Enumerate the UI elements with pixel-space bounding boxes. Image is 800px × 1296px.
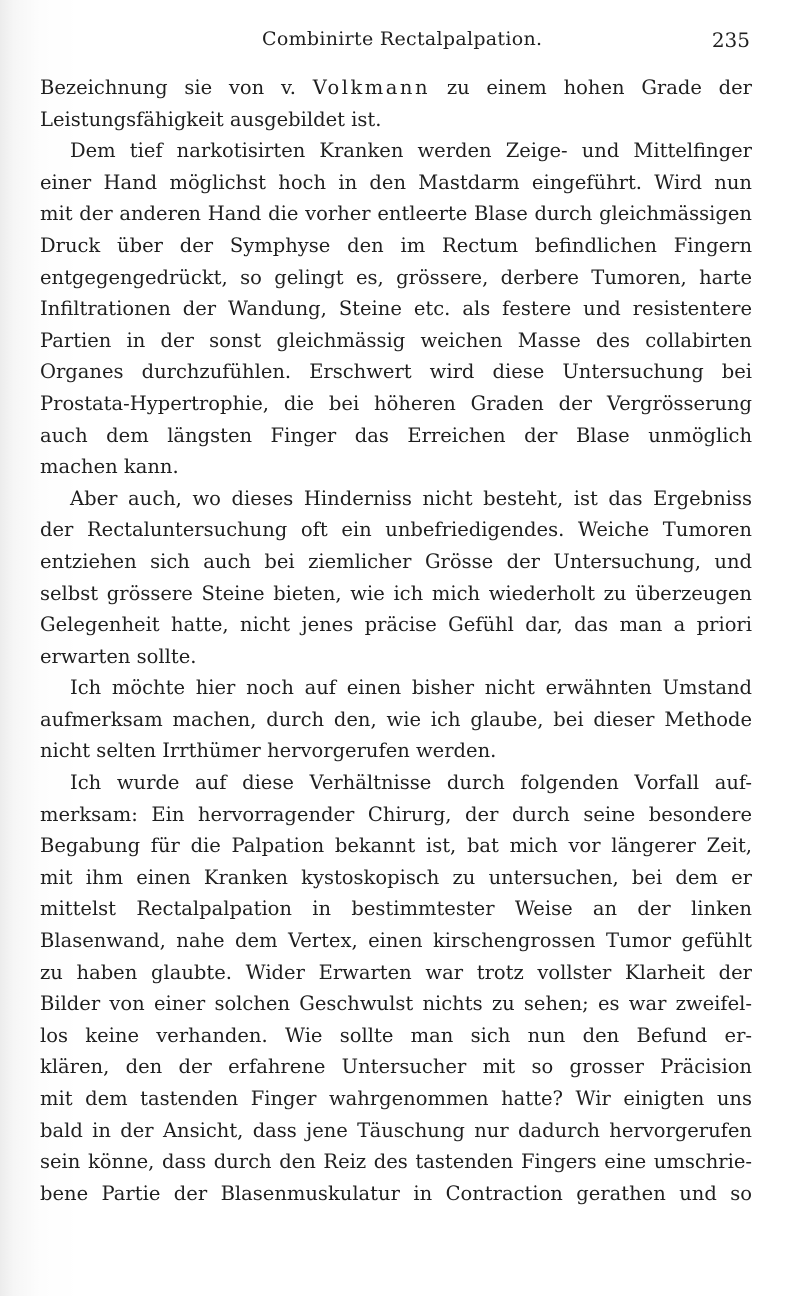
text-line: Ich möchte hier noch auf einen bisher nicht erwähnten Umstand <box>70 676 752 700</box>
text-line: mit ihm einen Kranken kystoskopisch zu untersuchen, bei dem er <box>40 865 752 889</box>
text-line: Prostata-Hypertrophie, die bei höheren Graden der Vergrösserung <box>40 391 752 415</box>
text-line: bald in der Ansicht, dass jene Täuschung nur dadurch hervorgerufen <box>40 1118 752 1142</box>
text-line <box>40 72 752 104</box>
text-segment: zu einem hohen Grade der <box>430 76 752 99</box>
running-title: Combinirte Rectalpalpation. <box>262 28 543 50</box>
text-segment: Bezeichnung sie von v. <box>40 76 313 99</box>
text-line: auch dem längsten Finger das Erreichen der Blase unmöglich <box>40 423 752 447</box>
text-line: Begabung für die Palpation bekannt ist, bat mich vor längerer Zeit, <box>40 834 752 858</box>
text-line: Aber auch, wo dieses Hinderniss nicht besteht, ist das Ergebniss <box>70 486 752 510</box>
text-line: bene Partie der Blasenmuskulatur in Contraction gerathen und so <box>40 1181 752 1205</box>
text-line: Ich wurde auf diese Verhältnisse durch folgenden Vorfall auf- <box>70 771 752 795</box>
text-line: aufmerksam machen, durch den, wie ich glaube, bei dieser Methode <box>40 707 752 731</box>
text-line: Infiltrationen der Wandung, Steine etc. als festere und resistentere <box>40 297 752 321</box>
text-line: entziehen sich auch bei ziemlicher Grösse der Untersuchung, und <box>40 549 752 573</box>
text-line: Blasenwand, nahe dem Vertex, einen kirschengrossen Tumor gefühlt <box>40 929 752 953</box>
text-line: Bilder von einer solchen Geschwulst nichts zu sehen; es war zweifel- <box>40 992 752 1016</box>
body-text <box>40 72 752 1209</box>
text-line: Gelegenheit hatte, nicht jenes präcise Gefühl dar, das man a priori <box>40 613 752 637</box>
page-number: 235 <box>711 28 750 52</box>
text-line: zu haben glaubte. Wider Erwarten war trotz vollster Klarheit der <box>40 960 752 984</box>
text-line: selbst grössere Steine bieten, wie ich mich wiederholt zu überzeugen <box>40 581 752 605</box>
text-line: los keine verhanden. Wie sollte man sich nun den Befund er- <box>40 1023 752 1047</box>
text-line: Dem tief narkotisirten Kranken werden Zeige- und Mittelfinger <box>70 139 752 163</box>
text-line: mittelst Rectalpalpation in bestimmtester Weise an der linken <box>40 897 752 921</box>
text-line: Partien in der sonst gleichmässig weichen Masse des collabirten <box>40 328 752 352</box>
text-line: Druck über der Symphyse den im Rectum befindlichen Fingern <box>40 233 752 257</box>
text-line: erwarten sollte. <box>40 644 197 668</box>
author-name: Volkmann <box>312 76 431 99</box>
text-line: merksam: Ein hervorragender Chirurg, der durch seine besondere <box>40 802 752 826</box>
text-line: machen kann. <box>40 455 179 479</box>
text-line: Organes durchzufühlen. Erschwert wird diese Untersuchung bei <box>40 360 752 384</box>
text-line: mit der anderen Hand die vorher entleerte Blase durch gleichmässigen <box>40 202 752 226</box>
text-line: sein könne, dass durch den Reiz des tastenden Fingers eine umschrie- <box>40 1150 752 1174</box>
text-line: einer Hand möglichst hoch in den Mastdarm eingeführt. Wird nun <box>40 170 752 194</box>
text-line: mit dem tastenden Finger wahrgenommen hatte? Wir einigten uns <box>40 1087 752 1110</box>
text-line: der Rectaluntersuchung oft ein unbefriedigendes. Weiche Tumoren <box>40 518 752 542</box>
page-header <box>40 28 750 58</box>
text-line: entgegengedrückt, so gelingt es, grössere, derbere Tumoren, harte <box>40 265 752 289</box>
text-line: Leistungsfähigkeit ausgebildet ist. <box>40 107 382 131</box>
text-line: klären, den der erfahrene Untersucher mit so grosser Präcision <box>40 1055 752 1079</box>
text-line: nicht selten Irrthümer hervorgerufen werden. <box>40 739 497 763</box>
